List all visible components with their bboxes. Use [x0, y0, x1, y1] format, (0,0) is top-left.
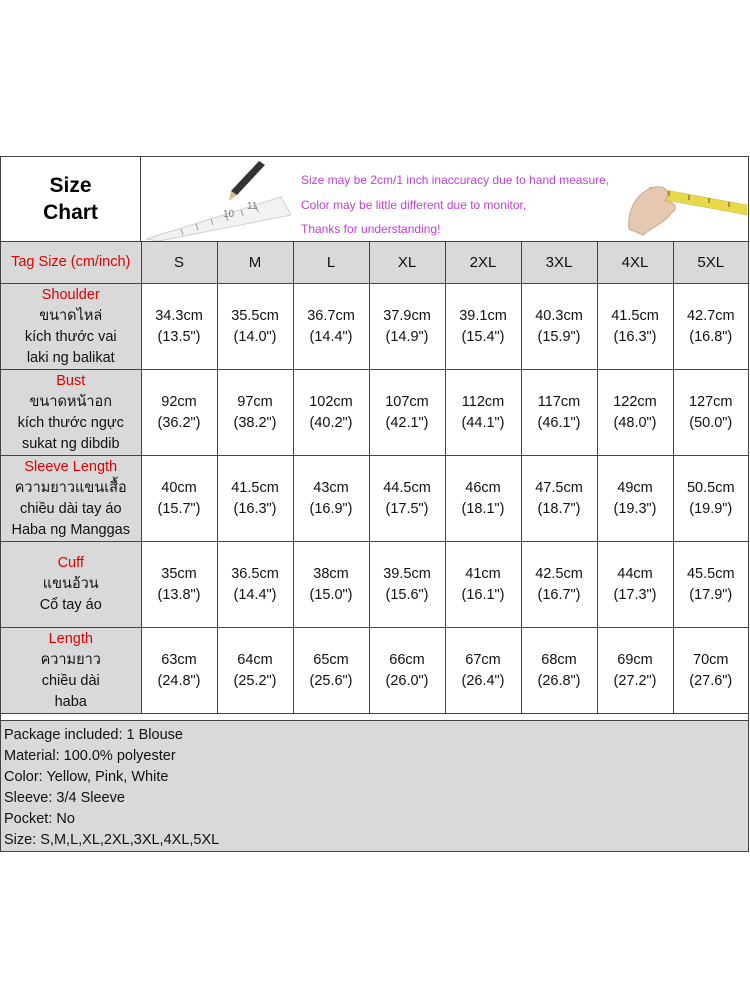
cell-cm: 127cm	[688, 393, 733, 410]
row-label-translation: kích thước vai	[24, 328, 117, 345]
cell-inch: (14.4")	[233, 586, 277, 603]
cell-cm: 50.5cm	[686, 479, 735, 496]
cell-cm: 37.9cm	[383, 307, 431, 324]
cell-inch: (15.4")	[461, 328, 505, 345]
cell-cm: 42.7cm	[686, 307, 735, 324]
cell-inch: (40.2")	[309, 414, 353, 431]
cell-inch: (16.8")	[689, 328, 733, 345]
table-cell	[445, 284, 521, 370]
cell-cm: 66cm	[389, 651, 425, 668]
cell-inch: (25.6")	[309, 672, 353, 689]
row-label-sleeve-length	[1, 456, 141, 542]
cell-cm: 42.5cm	[535, 565, 583, 582]
cell-inch: (46.1")	[537, 414, 581, 431]
cell-inch: (15.6")	[385, 586, 429, 603]
table-cell	[597, 370, 673, 456]
table-row-cuff	[1, 542, 748, 628]
table-row-sleeve-length	[1, 456, 748, 542]
table-cell	[445, 456, 521, 542]
measurement-rows	[1, 284, 748, 714]
row-label-length	[1, 628, 141, 714]
table-cell	[597, 542, 673, 628]
size-s: S	[141, 242, 217, 284]
table-cell	[673, 284, 748, 370]
chart-title-line1: Size	[49, 174, 92, 197]
table-cell	[521, 628, 597, 714]
info-size: Size: S,M,L,XL,2XL,3XL,4XL,5XL	[4, 832, 220, 848]
table-cell	[369, 370, 445, 456]
cell-cm: 68cm	[541, 651, 577, 668]
table-cell	[141, 456, 217, 542]
size-table-wrapper	[1, 242, 748, 714]
cell-cm: 40.3cm	[535, 307, 583, 324]
hand-tape-measure-icon	[609, 157, 749, 241]
cell-cm: 41.5cm	[231, 479, 279, 496]
table-cell	[369, 456, 445, 542]
table-cell	[217, 284, 293, 370]
table-cell	[521, 284, 597, 370]
table-row-shoulder	[1, 284, 748, 370]
table-row-length	[1, 628, 748, 714]
row-label-translation: laki ng balikat	[26, 349, 115, 366]
note-line-2: Color may be little different due to monitor,	[301, 198, 527, 212]
cell-inch: (17.5")	[385, 500, 429, 517]
cell-cm: 45.5cm	[686, 565, 735, 582]
table-cell	[521, 542, 597, 628]
cell-inch: (14.4")	[309, 328, 353, 345]
row-label-english: Shoulder	[41, 286, 100, 303]
row-label-shoulder	[1, 284, 141, 370]
table-cell	[141, 284, 217, 370]
row-label-translation: sukat ng dibdib	[21, 435, 120, 452]
info-sleeve: Sleeve: 3/4 Sleeve	[4, 790, 125, 806]
cell-inch: (36.2")	[157, 414, 201, 431]
table-cell	[597, 284, 673, 370]
row-label-translation: แขนอ้วน	[42, 576, 99, 592]
table-cell	[445, 628, 521, 714]
cell-cm: 36.5cm	[231, 565, 279, 582]
cell-cm: 41.5cm	[611, 307, 659, 324]
table-cell	[369, 542, 445, 628]
cell-inch: (26.4")	[461, 672, 505, 689]
info-material: Material: 100.0% polyester	[4, 748, 176, 764]
cell-inch: (16.3")	[233, 500, 277, 517]
table-cell	[673, 542, 748, 628]
table-cell	[217, 456, 293, 542]
table-cell	[597, 628, 673, 714]
cell-inch: (17.9")	[689, 586, 733, 603]
cell-cm: 67cm	[465, 651, 501, 668]
table-cell	[369, 284, 445, 370]
cell-inch: (42.1")	[385, 414, 429, 431]
ruler-with-pencil-icon	[141, 157, 291, 241]
cell-cm: 49cm	[617, 479, 653, 496]
table-cell	[141, 628, 217, 714]
cell-inch: (48.0")	[613, 414, 657, 431]
header-illustration	[141, 157, 748, 241]
cell-cm: 46cm	[465, 479, 501, 496]
cell-cm: 117cm	[537, 393, 581, 410]
cell-cm: 39.1cm	[459, 307, 507, 324]
cell-inch: (15.0")	[309, 586, 353, 603]
cell-cm: 102cm	[309, 393, 353, 410]
cell-inch: (25.2")	[233, 672, 277, 689]
table-cell	[293, 284, 369, 370]
cell-inch: (24.8")	[157, 672, 201, 689]
cell-cm: 112cm	[461, 393, 505, 410]
size-3xl: 3XL	[521, 242, 597, 284]
ruler-number-10: 10	[223, 209, 235, 220]
cell-cm: 69cm	[617, 651, 653, 668]
table-cell	[217, 370, 293, 456]
cell-cm: 38cm	[313, 565, 349, 582]
cell-inch: (17.3")	[613, 586, 657, 603]
info-package: Package included: 1 Blouse	[4, 727, 183, 743]
row-label-translation: ขนาดไหล่	[39, 307, 103, 324]
row-label-english: Cuff	[57, 555, 84, 571]
cell-cm: 34.3cm	[155, 307, 203, 324]
cell-inch: (14.0")	[233, 328, 277, 345]
row-label-translation: chiều dài tay áo	[19, 500, 122, 517]
table-cell	[141, 542, 217, 628]
cell-cm: 107cm	[385, 393, 429, 410]
table-cell	[217, 542, 293, 628]
cell-inch: (13.5")	[157, 328, 201, 345]
cell-cm: 39.5cm	[383, 565, 431, 582]
cell-inch: (15.7")	[157, 500, 201, 517]
cell-inch: (26.8")	[537, 672, 581, 689]
note-line-3: Thanks for understanding!	[301, 222, 441, 236]
row-label-bust	[1, 370, 141, 456]
row-label-translation: haba	[54, 693, 87, 710]
row-label-translation: kích thước ngực	[17, 414, 124, 431]
size-chart	[0, 156, 749, 852]
table-cell	[521, 370, 597, 456]
row-label-translation: ความยาวแขนเสื้อ	[14, 479, 127, 496]
cell-cm: 92cm	[161, 393, 197, 410]
row-label-cuff	[1, 542, 141, 628]
cell-cm: 122cm	[613, 393, 657, 410]
table-cell	[293, 456, 369, 542]
row-label-translation: Haba ng Manggas	[11, 521, 130, 538]
product-info	[1, 720, 748, 851]
table-cell	[673, 628, 748, 714]
size-2xl: 2XL	[445, 242, 521, 284]
table-cell	[293, 370, 369, 456]
cell-cm: 36.7cm	[307, 307, 355, 324]
table-cell	[369, 628, 445, 714]
chart-header	[1, 157, 748, 242]
cell-inch: (27.6")	[689, 672, 733, 689]
row-label-english: Length	[48, 630, 93, 647]
cell-cm: 97cm	[237, 393, 273, 410]
cell-cm: 63cm	[161, 651, 197, 668]
cell-cm: 40cm	[161, 479, 197, 496]
info-color: Color: Yellow, Pink, White	[4, 769, 169, 785]
cell-inch: (16.3")	[613, 328, 657, 345]
cell-inch: (18.7")	[537, 500, 581, 517]
chart-title	[1, 157, 141, 241]
cell-cm: 47.5cm	[535, 479, 583, 496]
table-cell	[141, 370, 217, 456]
size-xl: XL	[369, 242, 445, 284]
cell-inch: (16.1")	[461, 586, 505, 603]
ruler-number-11: 11	[247, 201, 258, 212]
row-label-english: Sleeve Length	[24, 458, 118, 475]
row-label-translation: ความยาว	[40, 651, 101, 668]
table-cell	[293, 542, 369, 628]
size-table	[1, 242, 748, 714]
table-cell	[293, 628, 369, 714]
cell-inch: (38.2")	[233, 414, 277, 431]
size-header-row	[1, 242, 748, 284]
info-pocket: Pocket: No	[4, 811, 75, 827]
cell-inch: (27.2")	[613, 672, 657, 689]
note-line-1: Size may be 2cm/1 inch inaccuracy due to hand measure,	[301, 173, 610, 187]
cell-inch: (50.0")	[689, 414, 733, 431]
cell-inch: (16.7")	[537, 586, 581, 603]
cell-cm: 64cm	[237, 651, 273, 668]
cell-inch: (44.1")	[461, 414, 505, 431]
size-m: M	[217, 242, 293, 284]
row-label-english: Bust	[56, 372, 86, 389]
cell-inch: (19.3")	[613, 500, 657, 517]
chart-title-line2: Chart	[43, 201, 98, 224]
cell-inch: (18.1")	[461, 500, 505, 517]
cell-inch: (19.9")	[689, 500, 733, 517]
table-cell	[445, 370, 521, 456]
cell-inch: (16.9")	[309, 500, 353, 517]
cell-cm: 35cm	[161, 565, 197, 582]
table-cell	[521, 456, 597, 542]
table-cell	[597, 456, 673, 542]
tag-size-label: Tag Size (cm/inch)	[1, 242, 141, 284]
table-row-bust	[1, 370, 748, 456]
row-label-translation: ขนาดหน้าอก	[29, 393, 112, 410]
cell-inch: (15.9")	[537, 328, 581, 345]
table-cell	[673, 456, 748, 542]
size-l: L	[293, 242, 369, 284]
cell-cm: 35.5cm	[231, 307, 279, 324]
table-cell	[673, 370, 748, 456]
cell-inch: (14.9")	[385, 328, 429, 345]
cell-cm: 70cm	[693, 651, 729, 668]
cell-cm: 41cm	[465, 565, 501, 582]
row-label-translation: Cổ tay áo	[39, 597, 102, 613]
cell-cm: 43cm	[313, 479, 349, 496]
size-4xl: 4XL	[597, 242, 673, 284]
cell-cm: 44.5cm	[383, 479, 431, 496]
cell-cm: 65cm	[313, 651, 349, 668]
row-label-translation: chiều dài	[41, 672, 100, 689]
cell-inch: (26.0")	[385, 672, 429, 689]
cell-cm: 44cm	[617, 565, 653, 582]
size-5xl: 5XL	[673, 242, 748, 284]
table-cell	[445, 542, 521, 628]
table-cell	[217, 628, 293, 714]
cell-inch: (13.8")	[157, 586, 201, 603]
